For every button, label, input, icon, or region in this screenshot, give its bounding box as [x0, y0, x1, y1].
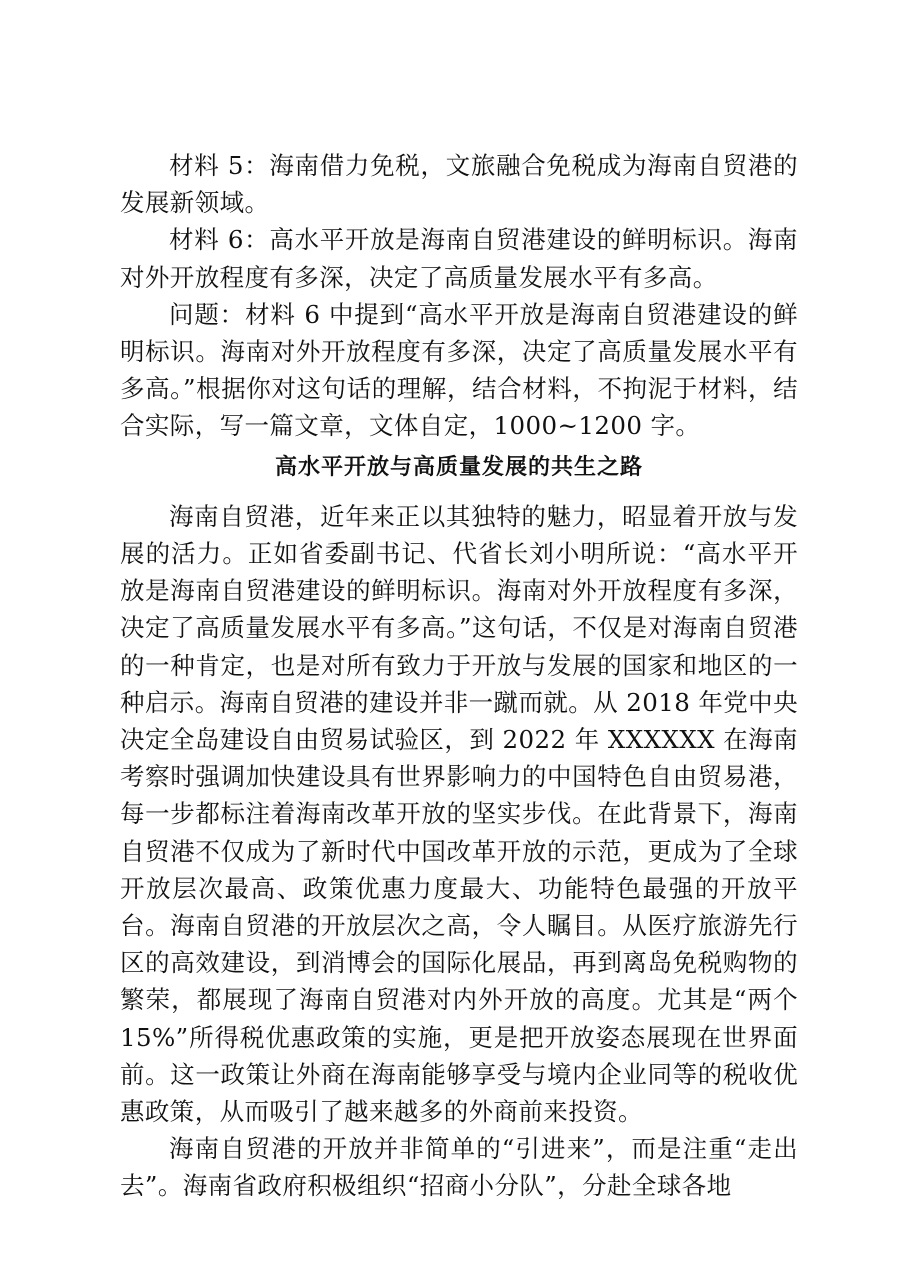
material-6-paragraph: 材料 6：高水平开放是海南自贸港建设的鲜明标识。海南对外开放程度有多深，决定了高质量发展水平有多高。 [120, 225, 798, 292]
question-paragraph: 问题：材料 6 中提到“高水平开放是海南自贸港建设的鲜明标识。海南对外开放程度有多深，决定了高质量发展水平有多高。”根据你对这句话的理解，结合材料，不拘泥于材料，结合实际，写一篇文章，文体自定，1000~1200 字。 [120, 299, 798, 441]
material-5-paragraph: 材料 5：海南借力免税，文旅融合免税成为海南自贸港的发展新领域。 [120, 151, 798, 218]
essay-paragraph-2: 海南自贸港的开放并非简单的“引进来”，而是注重“走出去”。海南省政府积极组织“招商小分队”，分赴全球各地 [120, 1134, 798, 1201]
document-body [120, 147, 798, 1205]
essay-title: 高水平开放与高质量发展的共生之路 [274, 453, 643, 480]
essay-paragraph-1: 海南自贸港，近年来正以其独特的魅力，昭显着开放与发展的活力。正如省委副书记、代省长刘小明所说：“高水平开放是海南自贸港建设的鲜明标识。海南对外开放程度有多深，决定了高质量发展水平有多高。”这句话，不仅是对海南自贸港的一种肯定，也是对所有致力于开放与发展的国家和地区的一种启示。海南自贸港的建设并非一蹴而就。从 2018 年党中央决定全岛建设自由贸易试验区，到 2022 年 XXXXXX 在海南考察时强调加快建设具有世界影响力的中国特色自由贸易港，每一步都标注着海南改革开放的坚实步伐。在此背景下，海南自贸港不仅成为了新时代中国改革开放的示范，更成为了全球开放层次最高、政策优惠力度最大、功能特色最强的开放平台。海南自贸港的开放层次之高，令人瞩目。从医疗旅游先行区的高效建设，到消博会的国际化展品，再到离岛免税购物的繁荣，都展现了海南自贸港对内外开放的高度。尤其是“两个 15%”所得税优惠政策的实施，更是把开放姿态展现在世界面前。这一政策让外商在海南能够享受与境内企业同等的税收优惠政策，从而吸引了越来越多的外商前来投资。 [120, 501, 798, 1127]
